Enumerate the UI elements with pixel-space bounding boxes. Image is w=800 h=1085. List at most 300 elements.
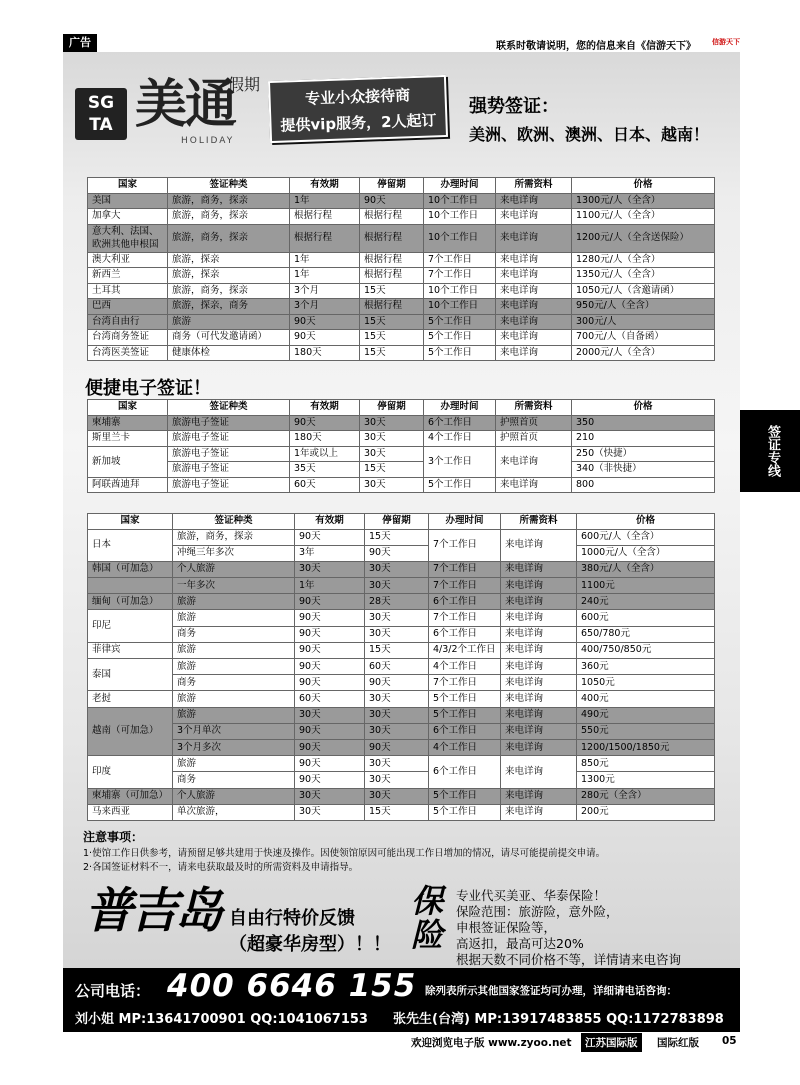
table-cell: 15天 <box>365 529 429 545</box>
table-cell: 1300元/人（全含） <box>572 193 715 209</box>
promo-line1: 专业小众接待商 <box>304 86 411 108</box>
table-cell: 90天 <box>290 314 360 330</box>
table-row <box>88 193 715 209</box>
table-cell: 旅游电子签证 <box>168 431 290 447</box>
table-cell: 1年 <box>295 578 365 594</box>
note-1: 1·使馆工作日供参考，请预留足够共建用于快速及操作。因使领馆原因可能出现工作日增加的情况，请尽可能提前提交申请。 <box>83 848 606 859</box>
table-row <box>88 642 715 658</box>
table-cell: 60天 <box>290 477 360 493</box>
table-cell: 15天 <box>360 330 424 346</box>
table-cell: 90天 <box>295 739 365 755</box>
page-number: 05 <box>722 1035 737 1047</box>
table-cell: 1100元 <box>577 578 715 594</box>
table-cell: 90天 <box>295 529 365 545</box>
insurance-title: 保险 <box>411 882 444 954</box>
table-row <box>88 283 715 299</box>
table-cell: 来电详询 <box>496 268 572 284</box>
table-cell: 旅游，商务，探亲 <box>168 193 290 209</box>
table-cell: 旅游 <box>173 756 295 772</box>
table-cell: 台湾商务签证 <box>88 330 168 346</box>
table-cell: 90天 <box>295 642 365 658</box>
table-row <box>88 477 715 493</box>
table-cell: 1年 <box>290 252 360 268</box>
company-phone: 400 6646 155 <box>167 968 417 1004</box>
column-header: 价格 <box>577 514 715 530</box>
table-row <box>88 545 715 561</box>
table-cell: 来电详询 <box>501 739 577 755</box>
table-cell: 1050元 <box>577 675 715 691</box>
table-cell: 250（快捷） <box>572 446 715 462</box>
visa-table-asia <box>87 513 715 821</box>
table-cell: 30天 <box>360 415 424 431</box>
table-row <box>88 723 715 739</box>
table-cell: 400元 <box>577 691 715 707</box>
table-cell: 来电详询 <box>501 756 577 788</box>
table-row <box>88 209 715 225</box>
table-cell: 5个工作日 <box>424 345 496 361</box>
contact-note: 联系时敬请说明，您的信息来自《信游天下》 <box>496 41 696 52</box>
table-cell: 台湾医美签证 <box>88 345 168 361</box>
ad-panel <box>63 52 740 1032</box>
table-row <box>88 804 715 820</box>
table-cell: 3个工作日 <box>424 446 496 477</box>
table-cell: 30天 <box>360 446 424 462</box>
table-cell: 5个工作日 <box>429 691 501 707</box>
table-cell: 来电详询 <box>496 314 572 330</box>
table-cell: 210 <box>572 431 715 447</box>
table-cell: 90天 <box>365 675 429 691</box>
table-row <box>88 431 715 447</box>
table-row <box>88 675 715 691</box>
table-cell: 日本 <box>88 529 173 561</box>
table-cell: 旅游 <box>173 594 295 610</box>
table-cell: 1000元/人（全含） <box>577 545 715 561</box>
table-header-row <box>88 400 715 416</box>
bottom-bar <box>63 1032 740 1052</box>
table-cell: 来电详询 <box>496 252 572 268</box>
table-cell: 5个工作日 <box>429 788 501 804</box>
table-cell: 6个工作日 <box>429 594 501 610</box>
promo-box <box>268 75 448 143</box>
table-cell: 来电详询 <box>501 626 577 642</box>
table-cell: 旅游，商务，探亲 <box>173 529 295 545</box>
table-cell: 旅游 <box>173 642 295 658</box>
column-header: 停留期 <box>360 178 424 194</box>
column-header: 所需资料 <box>501 514 577 530</box>
table-cell: 1300元 <box>577 772 715 788</box>
table-cell: 加拿大 <box>88 209 168 225</box>
table-cell: 180天 <box>290 431 360 447</box>
column-header: 所需资料 <box>496 400 572 416</box>
table-cell: 来电详询 <box>501 675 577 691</box>
table-cell: 30天 <box>365 756 429 772</box>
table-cell: 90天 <box>295 756 365 772</box>
table-cell: 个人旅游 <box>173 788 295 804</box>
table-cell: 旅游电子签证 <box>168 477 290 493</box>
table-cell: 菲律宾 <box>88 642 173 658</box>
promo-line2: 提供vip服务，2人起订 <box>280 111 437 135</box>
table-cell: 3年 <box>295 545 365 561</box>
insurance-line5: 根据天数不同价格不等，详情请来电咨询 <box>456 952 682 967</box>
table-cell: 来电详询 <box>496 283 572 299</box>
table-cell: 印度 <box>88 756 173 788</box>
brand-name: 美通 <box>135 74 236 135</box>
table-cell: 来电详询 <box>501 578 577 594</box>
column-header: 国家 <box>88 400 168 416</box>
table-cell: 来电详询 <box>496 345 572 361</box>
table-cell: 旅游 <box>173 610 295 626</box>
table-cell: 来电详询 <box>501 594 577 610</box>
table-cell: 泰国 <box>88 659 173 691</box>
table-cell: 30天 <box>365 610 429 626</box>
table-cell: 台湾自由行 <box>88 314 168 330</box>
table-row <box>88 330 715 346</box>
table-cell: 4个工作日 <box>429 739 501 755</box>
table-cell: 商务 <box>173 772 295 788</box>
table-cell: 90天 <box>295 772 365 788</box>
table-cell: 来电详询 <box>496 330 572 346</box>
table-cell: 10个工作日 <box>424 299 496 315</box>
contact-zhang: 张先生(台湾) MP:13917483855 QQ:1172783898 <box>393 1012 724 1027</box>
company-desc: 除列表所示其他国家签证均可办理，详细请电话咨询： <box>425 985 677 997</box>
visa-table-main <box>87 177 715 361</box>
table-cell: 根据行程 <box>290 224 360 252</box>
table-cell: 1年 <box>290 268 360 284</box>
column-header: 停留期 <box>365 514 429 530</box>
table-row <box>88 691 715 707</box>
column-header: 签证种类 <box>168 400 290 416</box>
table-cell: 旅游 <box>168 314 290 330</box>
table-cell: 350 <box>572 415 715 431</box>
logo-ta: TA <box>89 115 113 135</box>
table-cell: 来电详询 <box>496 209 572 225</box>
table-cell: 柬埔寨 <box>88 415 168 431</box>
strong-visa-countries: 美洲、欧洲、澳洲、日本、越南！ <box>469 125 710 144</box>
table-cell: 单次旅游， <box>173 804 295 820</box>
table-cell: 1350元/人（全含） <box>572 268 715 284</box>
table-cell: 15天 <box>365 804 429 820</box>
table-cell: 一年多次 <box>173 578 295 594</box>
mini-logo: 信游天下 <box>712 38 740 46</box>
table-cell: 根据行程 <box>360 252 424 268</box>
column-header: 有效期 <box>290 178 360 194</box>
table-cell: 印尼 <box>88 610 173 642</box>
table-cell: 650/780元 <box>577 626 715 642</box>
logo-sg: SG <box>87 93 115 113</box>
column-header: 国家 <box>88 514 173 530</box>
table-cell: 6个工作日 <box>429 723 501 739</box>
table-cell: 护照首页 <box>496 415 572 431</box>
phuket-line1: 自由行特价反馈 <box>229 908 355 929</box>
table-cell: 90天 <box>295 659 365 675</box>
table-cell: 30天 <box>360 431 424 447</box>
table-cell: 根据行程 <box>360 224 424 252</box>
table-row <box>88 252 715 268</box>
table-cell: 3个月 <box>290 283 360 299</box>
table-cell: 6个工作日 <box>424 415 496 431</box>
table-cell: 旅游电子签证 <box>168 446 290 462</box>
table-cell: 950元/人（全含） <box>572 299 715 315</box>
table-cell: 90天 <box>365 545 429 561</box>
column-header: 价格 <box>572 400 715 416</box>
table-row <box>88 314 715 330</box>
table-cell: 来电详询 <box>501 707 577 723</box>
column-header: 有效期 <box>290 400 360 416</box>
table-row <box>88 268 715 284</box>
table-cell: 新加坡 <box>88 446 168 477</box>
table-cell: 意大利、法国、欧洲其他申根国 <box>88 224 168 252</box>
table-row <box>88 345 715 361</box>
table-cell: 来电详询 <box>501 610 577 626</box>
table-cell: 28天 <box>365 594 429 610</box>
table-cell: 根据行程 <box>290 209 360 225</box>
table-header-row <box>88 514 715 530</box>
insurance-line2: 保险范围：旅游险，意外险， <box>456 904 619 919</box>
table-row <box>88 224 715 252</box>
table-cell: 7个工作日 <box>424 268 496 284</box>
table-row <box>88 594 715 610</box>
table-cell: 健康体检 <box>168 345 290 361</box>
table-cell: 30天 <box>295 561 365 577</box>
column-header: 停留期 <box>360 400 424 416</box>
column-header: 签证种类 <box>168 178 290 194</box>
table-cell: 15天 <box>360 314 424 330</box>
table-cell: 马来西亚 <box>88 804 173 820</box>
table-row <box>88 462 715 478</box>
table-cell: 个人旅游 <box>173 561 295 577</box>
table-cell: 200元 <box>577 804 715 820</box>
edition-badge: 江苏国际版 <box>581 1033 642 1052</box>
table-cell: 旅游 <box>173 691 295 707</box>
table-row <box>88 578 715 594</box>
table-cell: 旅游电子签证 <box>168 462 290 478</box>
table-cell: 来电详询 <box>496 193 572 209</box>
table-cell: 4个工作日 <box>424 431 496 447</box>
table-cell: 30天 <box>365 707 429 723</box>
company-footer <box>63 968 740 1032</box>
table-cell: 6个工作日 <box>429 626 501 642</box>
table-cell: 4个工作日 <box>429 659 501 675</box>
table-cell: 30天 <box>365 578 429 594</box>
contact-liu: 刘小姐 MP:13641700901 QQ:1041067153 <box>75 1012 368 1027</box>
table-cell: 30天 <box>365 626 429 642</box>
table-cell: 400/750/850元 <box>577 642 715 658</box>
column-header: 签证种类 <box>173 514 295 530</box>
table-cell: 来电详询 <box>496 446 572 477</box>
table-cell: 10个工作日 <box>424 224 496 252</box>
table-cell: 来电详询 <box>496 224 572 252</box>
table-cell: 韩国（可加急） <box>88 561 173 577</box>
table-cell: 来电详询 <box>496 299 572 315</box>
table-row <box>88 659 715 675</box>
table-cell: 90天 <box>295 594 365 610</box>
table-cell: 商务 <box>173 626 295 642</box>
table-cell: 90天 <box>360 193 424 209</box>
table-cell: 30天 <box>295 788 365 804</box>
table-cell: 7个工作日 <box>429 561 501 577</box>
table-cell: 老挝 <box>88 691 173 707</box>
table-row <box>88 739 715 755</box>
table-cell: 1200/1500/1850元 <box>577 739 715 755</box>
table-cell: 5个工作日 <box>424 330 496 346</box>
table-row <box>88 415 715 431</box>
table-cell: 3个月单次 <box>173 723 295 739</box>
notes-title: 注意事项： <box>83 830 144 844</box>
column-header: 有效期 <box>295 514 365 530</box>
table-cell: 来电详询 <box>501 691 577 707</box>
table-cell: 来电详询 <box>501 642 577 658</box>
visa-table-evisa <box>87 399 715 493</box>
company-phone-label: 公司电话： <box>75 982 151 1000</box>
table-cell: 来电详询 <box>501 788 577 804</box>
table-cell: 旅游，探亲，商务 <box>168 299 290 315</box>
table-cell <box>88 578 173 594</box>
table-cell: 15天 <box>360 462 424 478</box>
table-cell: 4/3/2个工作日 <box>429 642 501 658</box>
table-cell: 90天 <box>290 330 360 346</box>
column-header: 国家 <box>88 178 168 194</box>
table-cell: 来电详询 <box>501 804 577 820</box>
table-cell: 旅游 <box>173 707 295 723</box>
table-cell: 360元 <box>577 659 715 675</box>
table-cell: 300元/人 <box>572 314 715 330</box>
table-cell: 90天 <box>295 675 365 691</box>
table-cell: 7个工作日 <box>429 675 501 691</box>
table-cell: 越南（可加急） <box>88 707 173 756</box>
column-header: 所需资料 <box>496 178 572 194</box>
table-cell: 380元/人（全含） <box>577 561 715 577</box>
table-cell: 30天 <box>365 788 429 804</box>
table-cell: 90天 <box>295 610 365 626</box>
table-cell: 5个工作日 <box>429 804 501 820</box>
table-cell: 缅甸（可加急） <box>88 594 173 610</box>
table-cell: 根据行程 <box>360 299 424 315</box>
table-cell: 护照首页 <box>496 431 572 447</box>
table-cell: 30天 <box>365 691 429 707</box>
table-cell: 旅游，探亲 <box>168 268 290 284</box>
table-cell: 旅游，商务，探亲 <box>168 283 290 299</box>
table-cell: 30天 <box>295 707 365 723</box>
table-cell: 来电详询 <box>501 659 577 675</box>
table-cell: 新西兰 <box>88 268 168 284</box>
ad-tag: 广告 <box>63 34 97 52</box>
table-row <box>88 788 715 804</box>
table-cell: 旅游，商务，探亲 <box>168 224 290 252</box>
table-row <box>88 561 715 577</box>
table-cell: 800 <box>572 477 715 493</box>
column-header: 办理时间 <box>424 400 496 416</box>
table-cell: 7个工作日 <box>429 610 501 626</box>
edition-name: 国际红版 <box>657 1037 699 1049</box>
table-cell: 2000元/人（全含） <box>572 345 715 361</box>
table-row <box>88 299 715 315</box>
table-cell: 土耳其 <box>88 283 168 299</box>
table-cell: 来电详询 <box>501 723 577 739</box>
table-cell: 3个月多次 <box>173 739 295 755</box>
table-cell: 3个月 <box>290 299 360 315</box>
table-cell: 1年 <box>290 193 360 209</box>
table-cell: 15天 <box>365 642 429 658</box>
sgta-logo <box>75 88 127 140</box>
table-cell: 60天 <box>365 659 429 675</box>
table-cell: 斯里兰卡 <box>88 431 168 447</box>
table-row <box>88 529 715 545</box>
table-cell: 5个工作日 <box>429 707 501 723</box>
table-cell: 旅游，商务，探亲 <box>168 209 290 225</box>
phuket-title: 普吉岛 <box>85 883 221 939</box>
table-cell: 10个工作日 <box>424 193 496 209</box>
table-cell: 550元 <box>577 723 715 739</box>
table-cell: 来电详询 <box>501 529 577 561</box>
table-cell: 7个工作日 <box>429 578 501 594</box>
table-cell: 1年或以上 <box>290 446 360 462</box>
table-cell: 柬埔寨（可加急） <box>88 788 173 804</box>
table-row <box>88 446 715 462</box>
brand-jiaqi: 假期 <box>228 75 261 94</box>
table-cell: 600元 <box>577 610 715 626</box>
table-cell: 5个工作日 <box>424 314 496 330</box>
table-cell: 490元 <box>577 707 715 723</box>
table-cell: 30天 <box>365 723 429 739</box>
table-cell: 1280元/人（全含） <box>572 252 715 268</box>
table-cell: 10个工作日 <box>424 209 496 225</box>
table-cell: 240元 <box>577 594 715 610</box>
table-cell: 旅游，探亲 <box>168 252 290 268</box>
table-cell: 巴西 <box>88 299 168 315</box>
table-cell: 1200元/人（全含送保险） <box>572 224 715 252</box>
table-cell: 30天 <box>295 804 365 820</box>
table-cell: 30天 <box>365 772 429 788</box>
table-cell: 美国 <box>88 193 168 209</box>
table-row <box>88 610 715 626</box>
column-header: 价格 <box>572 178 715 194</box>
insurance-line3: 申根签证保险等， <box>456 920 557 935</box>
table-cell: 340（非快捷） <box>572 462 715 478</box>
table-cell: 30天 <box>360 477 424 493</box>
table-cell: 1050元/人（含邀请函） <box>572 283 715 299</box>
table-cell: 5个工作日 <box>424 477 496 493</box>
table-cell: 15天 <box>360 283 424 299</box>
table-cell: 7个工作日 <box>429 529 501 561</box>
side-tab: 签证专线 <box>740 410 800 492</box>
table-cell: 来电详询 <box>496 477 572 493</box>
note-2: 2·各国签证材料不一，请来电获取最及时的所需资料及申请指导。 <box>83 862 359 873</box>
table-cell: 30天 <box>365 561 429 577</box>
table-cell: 10个工作日 <box>424 283 496 299</box>
table-cell: 澳大利亚 <box>88 252 168 268</box>
table-row <box>88 756 715 772</box>
insurance-line4: 高返扣，最高可达20% <box>456 936 584 951</box>
table-cell: 90天 <box>290 415 360 431</box>
table-cell: 180天 <box>290 345 360 361</box>
table-cell: 90天 <box>365 739 429 755</box>
table-cell: 850元 <box>577 756 715 772</box>
table-cell: 60天 <box>295 691 365 707</box>
top-bar <box>63 34 740 52</box>
brand-holiday: HOLIDAY <box>181 136 235 146</box>
table-cell: 旅游 <box>173 659 295 675</box>
table-cell: 90天 <box>295 723 365 739</box>
table-cell: 旅游电子签证 <box>168 415 290 431</box>
table-row <box>88 772 715 788</box>
table-cell: 6个工作日 <box>429 756 501 788</box>
table-cell: 冲绳三年多次 <box>173 545 295 561</box>
insurance-line1: 专业代买美亚、华泰保险！ <box>456 888 607 903</box>
table-cell: 来电详询 <box>501 561 577 577</box>
welcome-text: 欢迎浏览电子版 www.zyoo.net <box>411 1037 572 1049</box>
strong-visa-title: 强势签证： <box>469 96 559 117</box>
table-cell: 根据行程 <box>360 209 424 225</box>
